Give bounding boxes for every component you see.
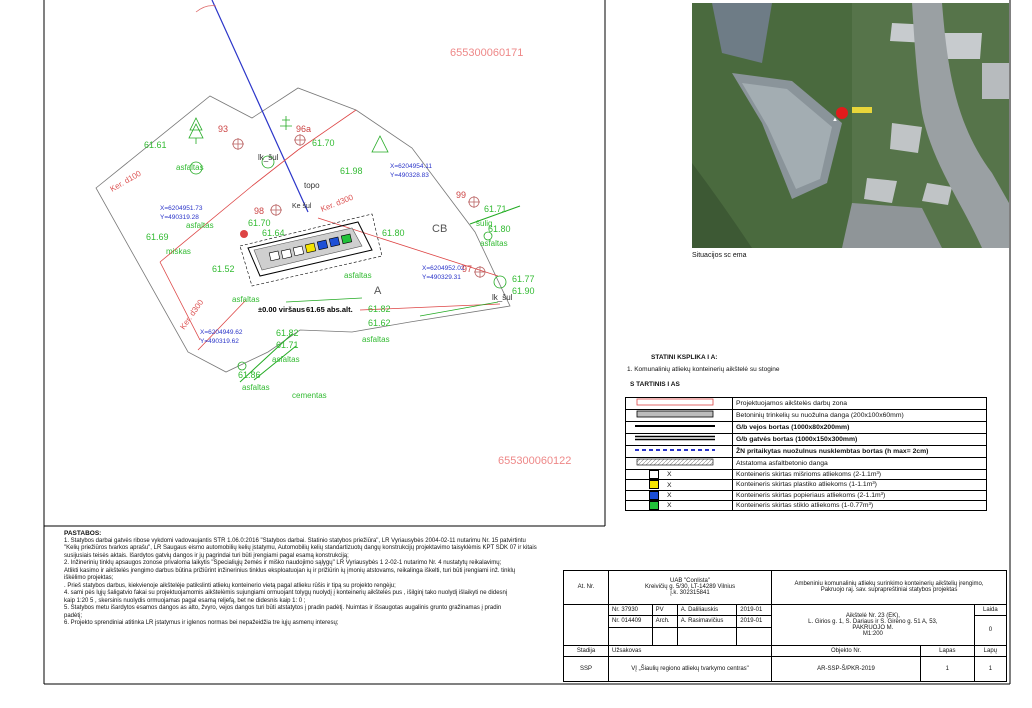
tb-lapu-value: 1 (974, 657, 1006, 682)
tb-lapu-label: Lapų (974, 645, 1006, 656)
tb-company-name: UAB "Conlista" (670, 578, 710, 585)
legend-row (626, 410, 987, 422)
bin-mark: X (667, 491, 672, 499)
legend-title: STATINI KSPLIKA I A: (651, 354, 718, 361)
legend-symbol (626, 446, 733, 458)
surface-label: cementas (292, 391, 327, 400)
point-number: 99 (456, 190, 467, 200)
parcel-number-bottom: 655300060122 (498, 455, 572, 467)
orthophoto-caption: Situacijos sc ema (692, 252, 747, 259)
elevation-label: 61.52 (212, 264, 235, 274)
bin-swatch-glass (649, 501, 659, 510)
elevation-label: 61.62 (368, 318, 391, 328)
legend-table (625, 397, 987, 511)
tb-laida-label: Laida (974, 604, 1006, 615)
note-line: . Prieš statybos darbus, kiekvienoje aikštelėje patikslinti atliekų konteinerio vietą pagal atlieku rūšis ir tipą su projekto rengėju; (64, 582, 396, 589)
legend-row (626, 446, 987, 458)
coord-x-4: X=6204949.62 (200, 329, 243, 336)
note-line: iškėlimo projektas; (64, 575, 114, 581)
elevation-label: 61.71 (484, 204, 507, 214)
tb-name: A. Rasimavičius (677, 616, 737, 627)
legend-symbol (626, 422, 733, 434)
legend-row (626, 490, 987, 500)
surface-label: asfaltas (176, 163, 204, 172)
legend-label: ŽN pritaikytas nuožulnus nusklembtas bortas (h max= 2cm) (733, 446, 987, 458)
surface-label: miskas (166, 247, 191, 256)
coord-x-1: X=6204954.11 (390, 163, 432, 170)
bin-swatch-paper (649, 491, 659, 500)
tb-uzsakovas-value: VĮ „Šiaulių regiono atliekų tvarkymo centras" (609, 657, 772, 682)
elevation-label: 61.61 (144, 140, 167, 150)
point-number: 96a (296, 124, 312, 134)
tb-project-title-line1: Ambeniniu komunalinių atliekų surinkimo konteinerių aikštelių įrengimo, (794, 581, 984, 588)
notes-block (64, 530, 584, 628)
svg-text:▲: ▲ (832, 117, 838, 123)
tb-project-title (772, 571, 1007, 605)
surface-label: asfaltas (232, 295, 260, 304)
utility-label: Ker. d100 (108, 168, 143, 194)
legend-label: G/b vejos bortas (1000x80x200mm) (733, 422, 987, 434)
elevation-label: 61.64 (262, 228, 285, 238)
legend-label: G/b gatvės bortas (1000x150x300mm) (733, 434, 987, 446)
tb-uzsakovas-label: Užsakovas (609, 645, 772, 656)
legend-row (626, 422, 987, 434)
note-line: 1. Statybos darbai gatvės ribose vykdomi vadovaujantis STR 1.06.0:2016 "Statybos darbai. Statinio statybos priežiūra", LR Vyriausybės 2004-02-11 nutarimu Nr. 15 patvirtintu (64, 537, 526, 544)
note-line: 2. Inžinerinių tinklų apsaugos zonose privaloma laikytis "Specialiųjų žemės ir miško naudojimo sąlygų" LR Vyriausybės 1 2-02-1 nutarimo Nr. 4 nustatytų reikalavimų; (64, 560, 502, 566)
note-line: 5. Statybos metu išardytos esamos dangos as alto, žvyro, vejos dangos turi būti atstatytos į pradin padėtį. Nuimtas ir išsaugotas augalinis grunto gražinamas į pradin (64, 605, 502, 611)
note-line: padėtį; (64, 612, 83, 619)
elevation-label: 61.98 (340, 166, 363, 176)
utility-label: lk_šul (258, 153, 279, 162)
legend-label: Atstatoma asfaltbetonio danga (733, 458, 987, 470)
bin-mark: X (667, 471, 672, 479)
legend-label: Konteineris skirtas stiklo atliekoms (1-0.77m³) (733, 500, 987, 510)
legend-symbol (626, 410, 733, 422)
elevation-label: 61.82 (368, 304, 391, 314)
note-line: kaip 1:20 5 , skersinis nuolydis ormuojamas pagal esamą reljefą, bet ne didesnis kaip 1: 0 ; (64, 597, 306, 604)
legend-label: Konteineris skirtas popieriaus atliekoms (2-1.1m³) (733, 490, 987, 500)
tb-at-nr: At. Nr. (564, 571, 609, 605)
legend-row (626, 398, 987, 410)
bin-swatch-mixed (649, 470, 659, 479)
tb-company-code: į.k. 302315841 (670, 590, 710, 597)
legend-symbol (626, 470, 733, 480)
tb-date: 2019-01 (737, 616, 772, 627)
legend-subtitle: 1. Komunalinių atliekų konteinerių aikštelė su stogine (627, 366, 780, 373)
elevation-label: 61.70 (248, 218, 271, 228)
tb-scale: M1:200 (862, 630, 883, 637)
tb-lapas-value: 1 (920, 657, 974, 682)
surface-label: asfaltas (362, 335, 390, 344)
bin-mark: X (667, 502, 672, 510)
elevation-label: 61.86 (238, 370, 261, 380)
bin-swatch-plastic (649, 480, 659, 489)
legend-row (626, 480, 987, 490)
bin-mark: X (667, 481, 672, 489)
zone-label: A (374, 285, 382, 297)
legend-symbol (626, 398, 733, 410)
elevation-label: 61.90 (512, 286, 535, 296)
elevation-label: 61.80 (488, 224, 511, 234)
legend-symbols-heading: S TARTINIS I AS (630, 381, 680, 388)
tb-object (772, 604, 975, 645)
legend-symbol (626, 490, 733, 500)
surface-label: asfaltas (344, 271, 372, 280)
legend-label: Konteineris skirtas plastiko atliekoms (1-1.1m³) (733, 480, 987, 490)
elevation-label: 61.70 (312, 138, 335, 148)
elevation-label: 61.69 (146, 232, 169, 242)
utility-label: topo (304, 181, 320, 190)
note-line: 6. Projekto sprendiniai atitinka LR įstatymus ir iglenos normas bei nepažeidžia tre iųjų asmenų interesų; (64, 620, 339, 626)
point-number: 93 (218, 124, 229, 134)
notes-heading: PASTABOS: (64, 530, 102, 537)
tb-laida-value: 0 (974, 616, 1006, 645)
zero-level-mark: ±0.00 viršaus (258, 305, 306, 314)
utility-label: lk_šul (492, 293, 513, 302)
parcel-number-top: 655300060171 (450, 47, 524, 59)
point-number: 97 (462, 264, 473, 274)
utility-label: Ker. d300 (319, 192, 355, 214)
surface-label: asfaltas (242, 383, 270, 392)
surface-label: asfaltas (272, 355, 300, 364)
tb-company (609, 571, 772, 605)
coord-y-2: Y=490319.28 (160, 214, 199, 221)
note-line: Atlikti kasimo ir aikštelės įrengimo darbus būtina prižiūrint inžinerinius tinklus eksploatuojan ių ir prižiūrin ių įmonių atstovams, reikalinga iškelti, turi būti įrengiami inž. tinklų (64, 567, 516, 574)
legend-label: Konteineris skirtas mišrioms atliekoms (2-1.1m³) (733, 470, 987, 480)
tb-nr: Nr. 014409 (609, 616, 653, 627)
coord-x-3: X=6204952.02 (422, 265, 465, 272)
coord-y-4: Y=490319.62 (200, 338, 239, 345)
tb-stadija-value: SSP (564, 657, 609, 682)
tb-lapas-label: Lapas (920, 645, 974, 656)
legend-row (626, 500, 987, 510)
absolute-level-mark: 61.65 abs.alt. (306, 305, 353, 314)
legend-label: Projektuojamos aikštelės darbų zona (733, 398, 987, 410)
note-line: 4. sami pės lųjų šaligatvio fakai su projektuojamomis aikštelėmis sujungiami ormuojant tolygų nuolydį į konteinerių aikštelės pus , išilginį tako nuolydį išlaikyti ne didesnį (64, 590, 508, 596)
elevation-label: 61.77 (512, 274, 535, 284)
zone-label: šulig (476, 219, 493, 228)
legend-symbol (626, 480, 733, 490)
tb-object-line2: L. Girios g. 1, S. Dariaus ir S. Girėno g. 51 A, 53, (808, 618, 938, 625)
legend-symbol (626, 434, 733, 446)
tb-project-title-line2: Pakruojo raj. sav. suprapreštiniai statybos projektas (820, 587, 958, 594)
coord-y-1: Y=490328.83 (390, 172, 429, 179)
note-line: "Kelių priežiūros tvarkos aprašu", LR Saugaus eismo automobilių kelių įstatymu, Automobilių kelių standartizuotų dangų konstrukcijų projektavimo taisyklėmis KPT SDK 07 ir kitais (64, 545, 537, 551)
tb-object-line1: Aikštelė Nr. 23 (EK), (845, 612, 900, 619)
utility-label: Ker. d300 (178, 297, 206, 332)
tb-object-line3: PAKRUOJO M. (852, 624, 894, 631)
legend-label: Betoninių trinkelių su nuožulna danga (200x100x60mm) (733, 410, 987, 422)
legend-row (626, 434, 987, 446)
legend-symbol (626, 458, 733, 470)
elevation-label: 61.82 (276, 328, 299, 338)
legend-row (626, 458, 987, 470)
legend-symbol (626, 500, 733, 510)
title-block (563, 570, 1007, 682)
surface-label: asfaltas (186, 221, 214, 230)
tb-role: PV (652, 604, 677, 615)
coord-y-3: Y=490329.31 (422, 274, 461, 281)
tb-date: 2019-01 (737, 604, 772, 615)
tb-name: A. Daliliauskis (677, 604, 737, 615)
tb-company-address: Kreivičių g. 5/30, LT-14289 Vilnius (644, 584, 736, 591)
situation-orthophoto (692, 3, 1009, 248)
coord-x-2: X=6204951.73 (160, 205, 203, 212)
legend-row (626, 470, 987, 480)
surface-label: asfaltas (480, 239, 508, 248)
note-line: susijusiais teisės aktais. Išardytos gatvių dangos ir jų pagrindai turi būti įrengiami pagal esamą konstrukciją; (64, 552, 349, 559)
point-number: 98 (254, 206, 265, 216)
tb-stadija-label: Stadija (564, 645, 609, 656)
tb-role: Arch. (652, 616, 677, 627)
zone-label: CB (432, 223, 448, 235)
utility-label: Ke šul (292, 203, 312, 210)
elevation-label: 61.80 (382, 228, 405, 238)
tb-nr: Nr. 37930 (609, 604, 653, 615)
elevation-label: 61.71 (276, 340, 299, 350)
tb-objekto-nr-value: AR-SSP-Š/PKR-2019 (772, 657, 921, 682)
tb-objekto-nr-label: Objekto Nr. (772, 645, 921, 656)
